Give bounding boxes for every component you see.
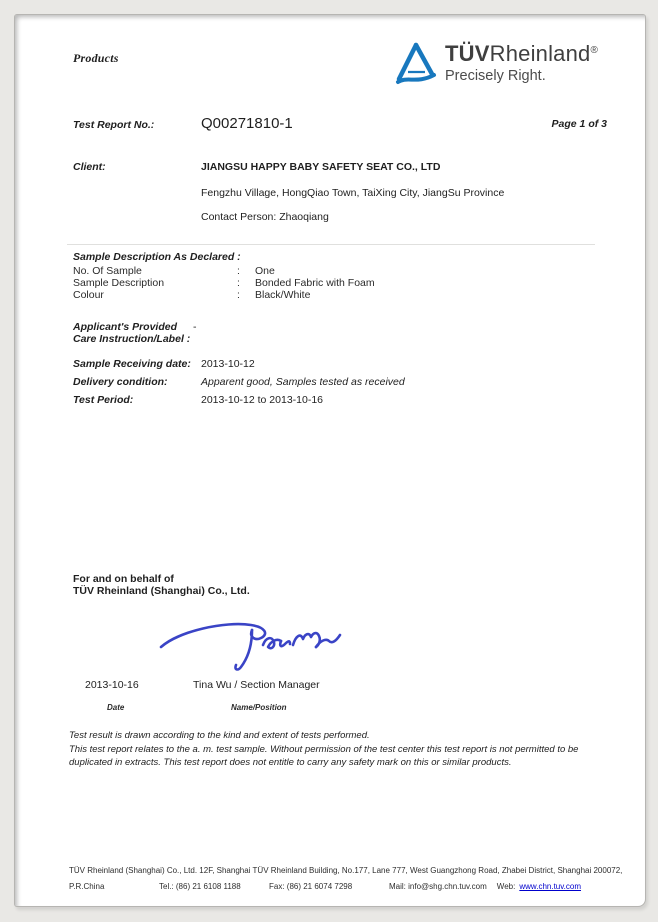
client-contact: Contact Person: Zhaoqiang	[201, 211, 329, 223]
disclaimer	[69, 729, 603, 770]
applicant-label-line2: Care Instruction/Label :	[73, 333, 191, 345]
applicant-value: -	[193, 321, 197, 333]
client-address: Fengzhu Village, HongQiao Town, TaiXing City, JiangSu Province	[201, 187, 505, 199]
sample-row-value: One	[255, 265, 275, 277]
footer-fax: Fax: (86) 21 6074 7298	[269, 882, 353, 891]
footer-country: P.R.China	[69, 882, 105, 891]
logo-rheinland: Rheinland	[489, 41, 591, 66]
behalf-line2: TÜV Rheinland (Shanghai) Co., Ltd.	[73, 585, 250, 597]
tuv-logo	[395, 41, 625, 87]
sample-row-label: Colour	[73, 289, 104, 301]
logo-wordmark	[445, 41, 598, 67]
sample-row-label: Sample Description	[73, 277, 165, 289]
footer-web-link[interactable]: www.chn.tuv.com	[519, 882, 581, 891]
sample-row-separator: :	[237, 277, 240, 289]
sample-row-colour	[73, 289, 310, 301]
date-caption: Date	[107, 703, 125, 712]
page-indicator: Page 1 of 3	[551, 118, 607, 130]
signoff-name-value: Tina Wu / Section Manager	[193, 679, 320, 691]
tuv-triangle-icon	[395, 41, 437, 87]
disclaimer-line2: This test report relates to the a. m. test sample. Without permission of the test center this test report is not permitted to be duplicated in extracts. This test report does not entitle to carry any safety mark on this or similar products.	[69, 743, 579, 768]
sample-row-no-of-sample	[73, 265, 275, 277]
receiving-date-label: Sample Receiving date:	[73, 358, 191, 370]
section-divider	[67, 244, 595, 245]
delivery-condition-value: Apparent good, Samples tested as received	[201, 376, 405, 388]
report-no-label: Test Report No.:	[73, 119, 155, 131]
sample-row-separator: :	[237, 265, 240, 277]
disclaimer-line1: Test result is drawn according to the kind and extent of tests performed.	[69, 730, 370, 741]
signature-image	[155, 607, 345, 675]
footer	[69, 866, 623, 892]
report-no-value: Q00271810-1	[201, 115, 293, 132]
client-label: Client:	[73, 161, 106, 173]
sample-row-value: Bonded Fabric with Foam	[255, 277, 375, 289]
behalf-line1: For and on behalf of	[73, 573, 174, 585]
report-page	[14, 14, 646, 907]
delivery-condition-label: Delivery condition:	[73, 376, 168, 388]
applicant-label-line1: Applicant's Provided	[73, 321, 178, 333]
test-period-value: 2013-10-12 to 2013-10-16	[201, 394, 324, 406]
footer-address-line: TÜV Rheinland (Shanghai) Co., Ltd. 12F, Shanghai TÜV Rheinland Building, No.177, Lane 777, West Guangzhong Road, Zhabei District, Shanghai 200072,	[69, 866, 623, 875]
sample-row-description	[73, 277, 375, 289]
logo-tuv: TÜV	[445, 41, 490, 66]
sample-heading: Sample Description As Declared :	[73, 251, 241, 263]
sample-row-value: Black/White	[255, 289, 311, 301]
logo-tagline: Precisely Right.	[445, 68, 546, 84]
receiving-date-value: 2013-10-12	[201, 358, 255, 370]
sample-row-label: No. Of Sample	[73, 265, 142, 277]
sample-row-separator: :	[237, 289, 240, 301]
footer-web-label: Web:	[496, 882, 516, 891]
signoff-date-value: 2013-10-16	[85, 679, 139, 691]
client-name: JIANGSU HAPPY BABY SAFETY SEAT CO., LTD	[201, 161, 441, 173]
footer-mail: Mail: info@shg.chn.tuv.com	[389, 882, 487, 891]
logo-registered-mark: ®	[590, 45, 599, 56]
test-period-label: Test Period:	[73, 394, 134, 406]
footer-tel: Tel.: (86) 21 6108 1188	[159, 882, 241, 891]
name-position-caption: Name/Position	[231, 703, 287, 712]
products-label: Products	[73, 51, 119, 65]
